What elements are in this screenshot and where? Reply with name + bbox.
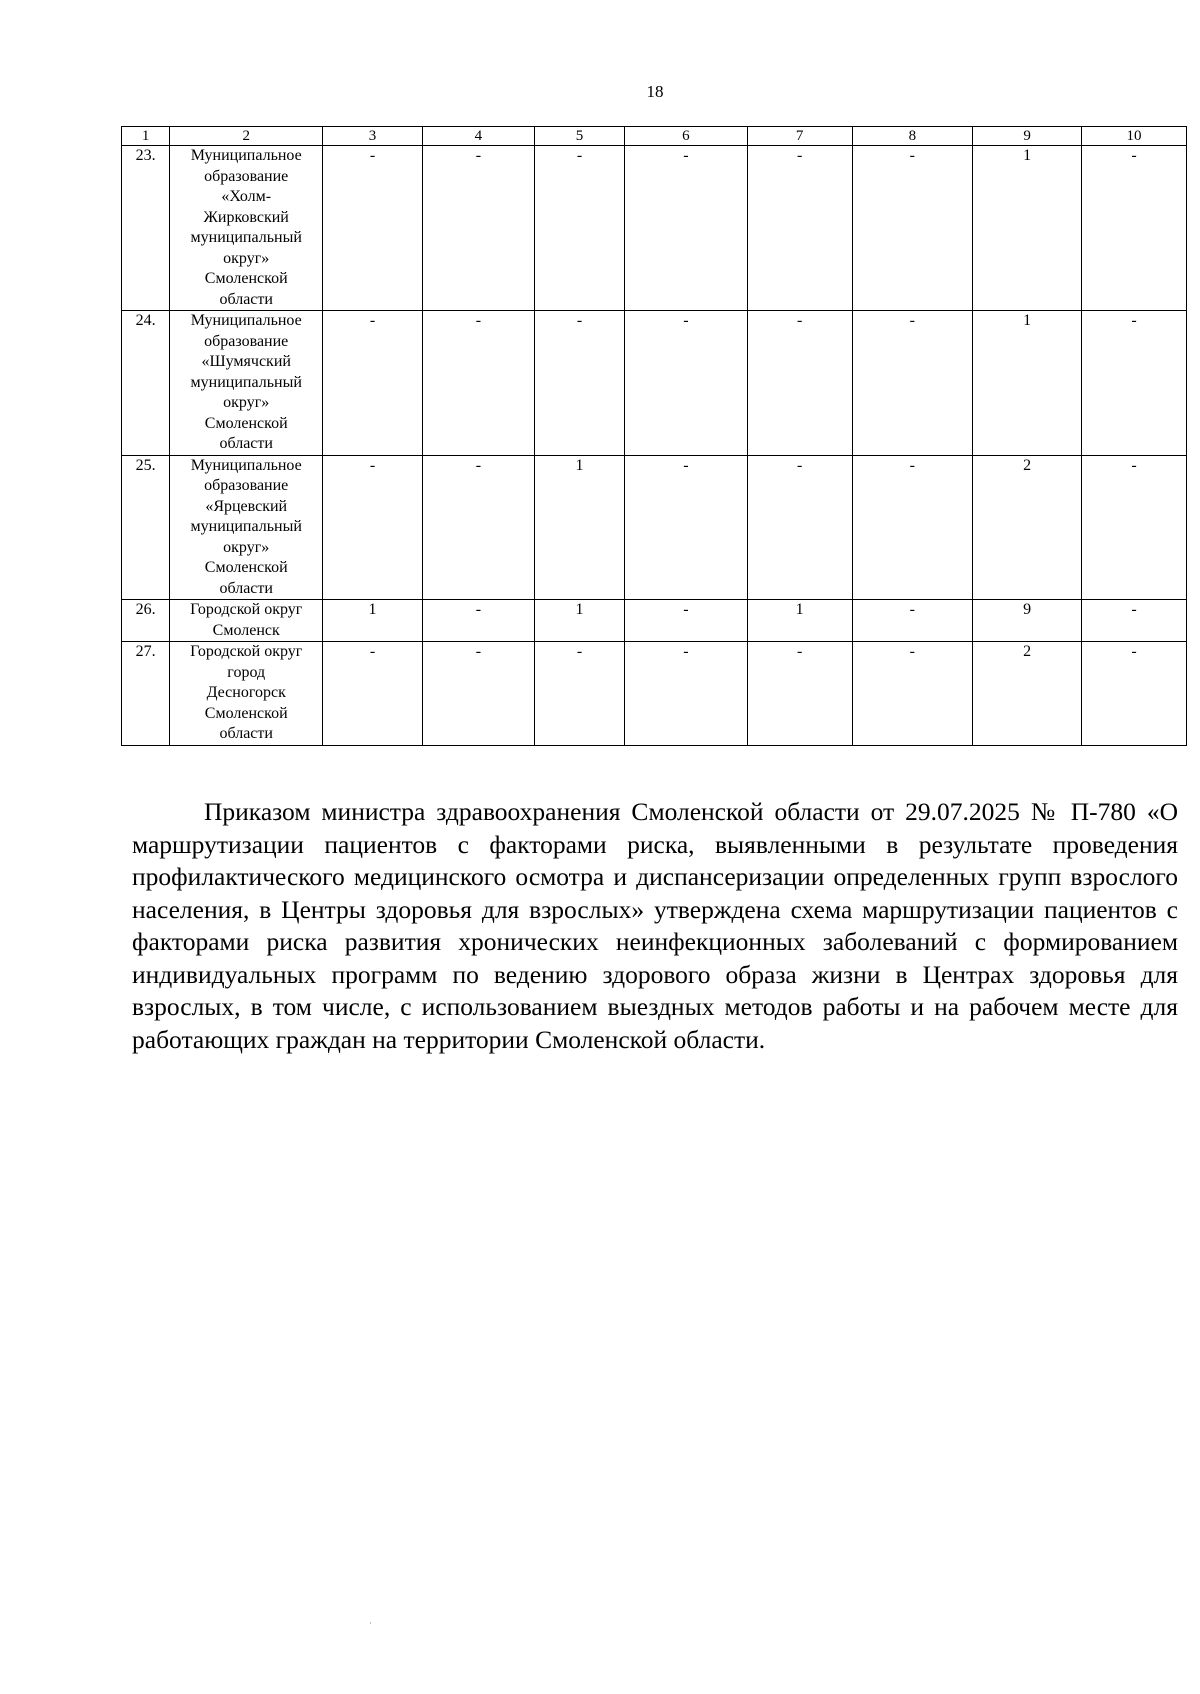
cell-value: - [1082, 455, 1187, 600]
cell-value: - [852, 146, 973, 311]
cell-value: 9 [973, 600, 1082, 642]
municipality-name-line: муниципальный [190, 229, 302, 246]
municipality-name-line: области [219, 290, 273, 308]
body-paragraph: Приказом министра здравоохранения Смоленской области от 29.07.2025 № П-780 «О маршрутизации пациентов с факторами риска, выявленными в результате проведения профилактического медицинского осмотра и диспансеризации определенных групп взрослого населения, в Центры здоровья для взрослых» утверждена схема маршрутизации пациентов с факторами риска развития хронических неинфекционных заболеваний с формированием индивидуальных программ по ведению здорового образа жизни в Центрах здоровья для взрослых, в том числе, с использованием выездных методов работы и на рабочем месте для работающих граждан на территории Смоленской области. [132, 797, 1178, 1054]
municipality-name-line: округ» [223, 394, 270, 411]
municipality-name-line: Смоленской [204, 704, 288, 722]
cell-value: - [422, 455, 534, 600]
cell-value: - [852, 455, 973, 600]
municipality-name-line: области [219, 579, 273, 597]
municipality-name-line: образование [204, 477, 289, 494]
municipality-name-line: Десногорск [206, 684, 286, 701]
cell-value: - [323, 642, 423, 746]
cell-value: - [323, 455, 423, 600]
table-row [122, 311, 1187, 456]
cell-value: 2 [973, 455, 1082, 600]
column-header: 6 [625, 127, 748, 146]
municipality-name-line: Смоленской [204, 414, 288, 432]
column-header: 1 [122, 127, 170, 146]
cell-value: - [747, 642, 852, 746]
table-row [122, 600, 1187, 642]
cell-value: 1 [973, 146, 1082, 311]
municipality-name-line: области [219, 435, 273, 452]
cell-value: - [747, 146, 852, 311]
cell-value: 2 [973, 642, 1082, 746]
municipality-name-line: Муниципальное [190, 312, 302, 329]
cell-value: - [422, 311, 534, 456]
cell-value: - [422, 642, 534, 746]
cell-value: - [852, 311, 973, 456]
municipality-name-line: Городской округ [190, 643, 303, 660]
cell-value: 1 [323, 600, 423, 642]
table-row [122, 455, 1187, 600]
row-number: 26. [122, 600, 170, 642]
municipality-name [170, 600, 323, 642]
cell-value: - [852, 642, 973, 746]
municipality-name-line: Смоленской [204, 270, 288, 287]
municipality-name-line: «Холм- [221, 188, 272, 205]
statistics-table [121, 126, 1187, 746]
municipality-name-line: город [227, 663, 266, 681]
page-number: 18 [646, 82, 664, 101]
table-body [122, 146, 1187, 746]
municipality-name-line: Смоленск [212, 621, 280, 639]
table-header-row [122, 127, 1187, 146]
cell-value: - [422, 146, 534, 311]
cell-value: - [625, 146, 748, 311]
column-header: 2 [170, 127, 323, 146]
row-number: 24. [122, 311, 170, 456]
cell-value: - [852, 600, 973, 642]
cell-value: 1 [747, 600, 852, 642]
cell-value: 1 [534, 455, 624, 600]
municipality-name-line: «Шумячский [201, 353, 291, 370]
cell-value: - [422, 600, 534, 642]
table-row [122, 146, 1187, 311]
row-number: 25. [122, 455, 170, 600]
row-number: 27. [122, 642, 170, 746]
municipality-name-line: Смоленской [204, 559, 288, 576]
cell-value: - [625, 600, 748, 642]
municipality-name-line: Муниципальное [190, 456, 302, 474]
cell-value: - [323, 146, 423, 311]
municipality-name-line: «Ярцевский [205, 497, 288, 515]
column-header: 8 [852, 127, 973, 146]
municipality-name-line: образование [204, 332, 289, 350]
table-row [122, 642, 1187, 746]
column-header: 9 [973, 127, 1082, 146]
municipality-name-line: Жирковский [203, 208, 289, 226]
column-header: 7 [747, 127, 852, 146]
body-text [132, 796, 1178, 1056]
cell-value: - [625, 642, 748, 746]
cell-value: - [1082, 600, 1187, 642]
cell-value: - [534, 146, 624, 311]
scan-artifact [370, 1622, 371, 1624]
municipality-name-line: Городской округ [190, 601, 303, 618]
cell-value: - [747, 455, 852, 600]
cell-value: 1 [534, 600, 624, 642]
municipality-name-line: образование [204, 167, 289, 185]
cell-value: - [625, 311, 748, 456]
municipality-name [170, 146, 323, 311]
cell-value: - [1082, 146, 1187, 311]
cell-value: - [323, 311, 423, 456]
column-header: 3 [323, 127, 423, 146]
cell-value: 1 [973, 311, 1082, 456]
municipality-name [170, 642, 323, 746]
cell-value: - [625, 455, 748, 600]
column-header: 5 [534, 127, 624, 146]
cell-value: - [1082, 311, 1187, 456]
municipality-name [170, 455, 323, 600]
municipality-name-line: Муниципальное [190, 147, 302, 164]
municipality-name-line: муниципальный [190, 373, 302, 391]
municipality-name-line: муниципальный [190, 518, 302, 535]
cell-value: - [747, 311, 852, 456]
cell-value: - [534, 642, 624, 746]
municipality-name-line: области [219, 725, 273, 742]
municipality-name [170, 311, 323, 456]
row-number: 23. [122, 146, 170, 311]
cell-value: - [534, 311, 624, 456]
municipality-name-line: округ» [223, 538, 270, 556]
municipality-name-line: округ» [223, 249, 270, 267]
column-header: 4 [422, 127, 534, 146]
cell-value: - [1082, 642, 1187, 746]
column-header: 10 [1082, 127, 1187, 146]
